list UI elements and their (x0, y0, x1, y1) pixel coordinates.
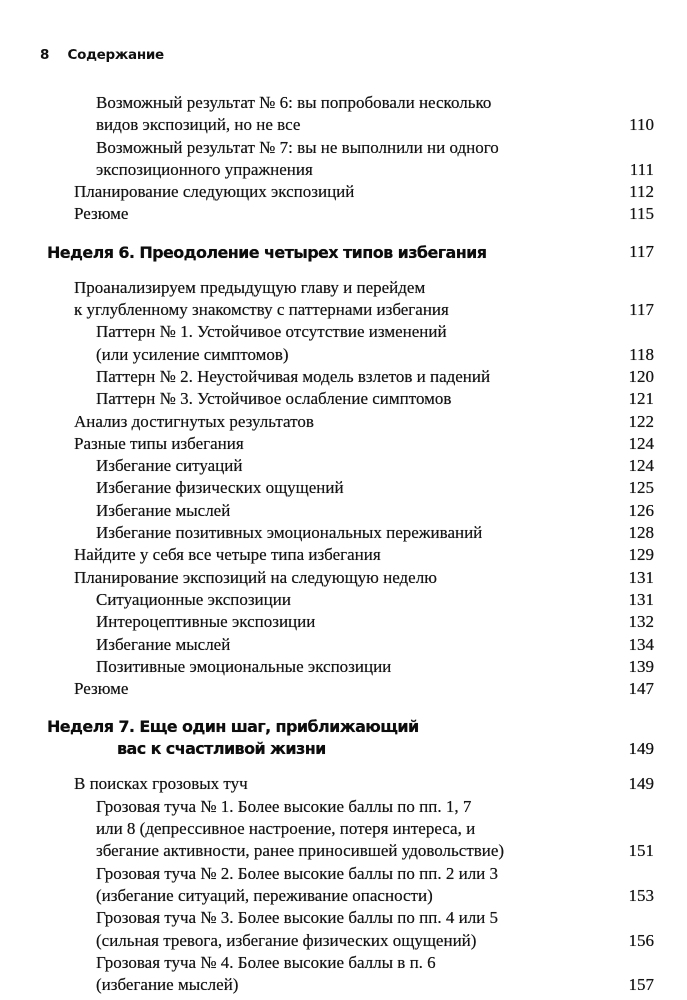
toc-entry-title (96, 455, 687, 477)
toc-page-number: 131 (628, 567, 654, 587)
toc-entry-line: Интероцептивные экспозиции (96, 612, 316, 632)
toc-page-number: 125 (628, 478, 654, 498)
toc-page-number: 118 (629, 344, 654, 364)
toc-page-number: 124 (628, 456, 654, 476)
toc-entry-title (96, 656, 687, 678)
toc-page-number: 111 (629, 159, 654, 179)
toc-entry-line: Избегание физических ощущений (96, 478, 344, 498)
toc-entry-line: (избегание мыслей) (96, 975, 239, 995)
toc-entry-title (96, 366, 687, 388)
toc-page-number: 129 (628, 545, 654, 565)
toc-page-number: 124 (628, 433, 654, 453)
toc-entry-title (96, 321, 687, 366)
toc-entry-line: Неделя 7. Еще один шаг, приближающий (47, 717, 419, 737)
toc-entry-line: вас к счастливой жизни (117, 739, 326, 759)
toc-entry-title (96, 522, 687, 544)
toc-entry-title (96, 477, 687, 499)
toc-entry-line: к углубленному знакомству с паттернами избегания (74, 300, 449, 320)
toc-entry[interactable] (0, 500, 687, 522)
page-number: 8 (40, 47, 50, 63)
toc-entry-line: Возможный результат № 7: вы не выполнили ни одного (96, 137, 499, 157)
toc-entry-title (74, 411, 687, 433)
toc-entry[interactable] (0, 477, 687, 499)
toc-entry-title (74, 678, 687, 700)
toc-entry[interactable] (0, 907, 687, 952)
toc-entry-line: Резюме (74, 679, 129, 699)
toc-entry[interactable] (0, 656, 687, 678)
toc-section-heading[interactable] (0, 242, 687, 264)
toc-entry[interactable] (0, 433, 687, 455)
toc-entry-title (96, 634, 687, 656)
toc-entry[interactable] (0, 411, 687, 433)
toc-entry-title (96, 952, 687, 997)
section-gap (0, 264, 687, 277)
toc-entry-line: Планирование следующих экспозиций (74, 182, 355, 202)
toc-entry-title (47, 716, 687, 760)
toc-entry-line: (сильная тревога, избегание физических ощущений) (96, 930, 477, 950)
toc-entry-line: видов экспозиций, но не все (96, 115, 301, 135)
toc-page-number: 134 (628, 634, 654, 654)
toc-page-number: 121 (628, 389, 654, 409)
toc-entry-line: или 8 (депрессивное настроение, потеря интереса, и (96, 819, 476, 839)
toc-entry-title (74, 567, 687, 589)
toc-page-number: 117 (629, 300, 654, 320)
toc-entry[interactable] (0, 796, 687, 863)
section-gap (0, 700, 687, 716)
toc-entry-line: Грозовая туча № 1. Более высокие баллы по пп. 1, 7 (96, 796, 472, 816)
toc-entry-line: Неделя 6. Преодоление четырех типов избегания (47, 242, 487, 262)
toc-entry-line: Планирование экспозиций на следующую неделю (74, 567, 437, 587)
toc-entry[interactable] (0, 611, 687, 633)
toc-entry[interactable] (0, 203, 687, 225)
toc-entry-title (74, 181, 687, 203)
toc-entry-title (96, 907, 687, 952)
toc-entry-line: В поисках грозовых туч (74, 774, 248, 794)
toc-entry[interactable] (0, 567, 687, 589)
toc-entry[interactable] (0, 773, 687, 795)
toc-entry-line: Паттерн № 3. Устойчивое ослабление симптомов (96, 389, 452, 409)
toc-entry[interactable] (0, 522, 687, 544)
toc-entry[interactable] (0, 388, 687, 410)
running-header-title: Содержание (67, 47, 164, 63)
toc-page-number: 156 (628, 930, 654, 950)
toc-entry[interactable] (0, 366, 687, 388)
toc-page-number: 110 (629, 115, 654, 135)
toc-entry[interactable] (0, 137, 687, 182)
toc-entry-line: Грозовая туча № 2. Более высокие баллы по пп. 2 или 3 (96, 863, 499, 883)
toc-entry-title (96, 863, 687, 908)
toc-entry-line: Избегание мыслей (96, 634, 231, 654)
toc-entry-line: Позитивные эмоциональные экспозиции (96, 656, 392, 676)
toc-entry-line: Грозовая туча № 3. Более высокие баллы по пп. 4 или 5 (96, 908, 499, 928)
toc-entry-line: Грозовая туча № 4. Более высокие баллы в п. 6 (96, 952, 436, 972)
toc-page-number: 131 (628, 589, 654, 609)
toc-page-number: 132 (628, 612, 654, 632)
toc-entry-title (96, 611, 687, 633)
toc-page-number: 128 (628, 523, 654, 543)
toc-page-number: 112 (629, 182, 654, 202)
toc-entry[interactable] (0, 952, 687, 997)
toc-entry-line: Избегание мыслей (96, 500, 231, 520)
toc-page-number: 120 (628, 366, 654, 386)
toc-entry-title (96, 137, 687, 182)
section-gap (0, 226, 687, 242)
toc-entry[interactable] (0, 634, 687, 656)
toc-entry-title (96, 500, 687, 522)
toc-section-heading[interactable] (0, 716, 687, 760)
toc-entry-line: Резюме (74, 204, 129, 224)
toc-page-number: 151 (628, 841, 654, 861)
toc-entry-line: (избегание ситуаций, переживание опасности) (96, 885, 433, 905)
toc-entry-title (96, 388, 687, 410)
toc-page-number: 153 (628, 885, 654, 905)
toc-page-number: 122 (628, 411, 654, 431)
toc-entry-line: Проанализируем предыдущую главу и перейдем (74, 277, 426, 297)
toc-entry-title (47, 242, 687, 264)
toc-page-number: 139 (628, 656, 654, 676)
toc-entry-line: экспозиционного упражнения (96, 159, 313, 179)
toc-entry-title (96, 796, 687, 863)
toc-entry-title (74, 433, 687, 455)
toc-page-number: 157 (628, 975, 654, 995)
toc-entry-line: Избегание позитивных эмоциональных переживаний (96, 523, 483, 543)
toc-entry[interactable] (0, 92, 687, 137)
toc-entry-title (74, 277, 687, 322)
toc-entry-title (74, 773, 687, 795)
running-header (40, 47, 164, 63)
toc-page-number: 149 (628, 774, 654, 794)
toc-page-number: 115 (629, 204, 654, 224)
toc-entry[interactable] (0, 678, 687, 700)
toc-entry-line: Ситуационные экспозиции (96, 589, 291, 609)
toc-entry-title (96, 589, 687, 611)
toc-entry[interactable] (0, 863, 687, 908)
toc-entry-title (74, 544, 687, 566)
toc-entry[interactable] (0, 181, 687, 203)
toc-entry-line: Избегание ситуаций (96, 456, 243, 476)
toc-entry[interactable] (0, 455, 687, 477)
toc-page-number: 149 (628, 739, 654, 759)
toc-entry[interactable] (0, 544, 687, 566)
toc-entry[interactable] (0, 589, 687, 611)
toc-entry-line: Возможный результат № 6: вы попробовали несколько (96, 93, 492, 112)
toc-page-number: 117 (629, 242, 654, 262)
toc-page-number: 147 (628, 679, 654, 699)
toc-entry-line: Паттерн № 1. Устойчивое отсутствие изменений (96, 322, 447, 342)
toc-entry-title (96, 92, 687, 137)
toc-page-number: 126 (628, 500, 654, 520)
toc-entry[interactable] (0, 277, 687, 322)
toc-entry-title (74, 203, 687, 225)
toc-entry-line: збегание активности, ранее приносившей удовольствие) (96, 841, 505, 861)
toc-entry-line: (или усиление симптомов) (96, 344, 289, 364)
toc-entry[interactable] (0, 321, 687, 366)
table-of-contents (0, 92, 687, 996)
toc-entry-line: Найдите у себя все четыре типа избегания (74, 545, 381, 565)
toc-entry-line: Разные типы избегания (74, 433, 244, 453)
section-gap (0, 760, 687, 773)
toc-entry-line: Анализ достигнутых результатов (74, 411, 314, 431)
toc-entry-line: Паттерн № 2. Неустойчивая модель взлетов и падений (96, 366, 491, 386)
